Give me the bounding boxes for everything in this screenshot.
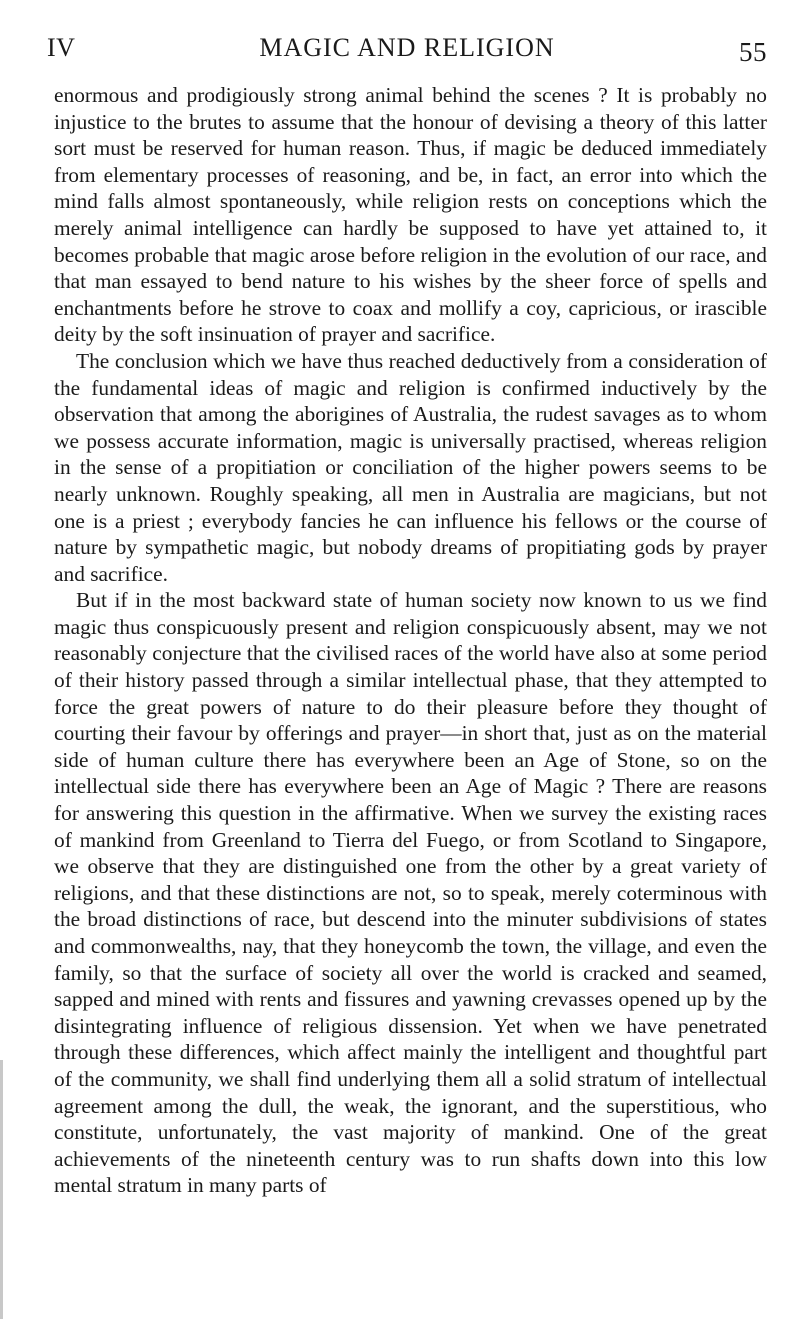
paragraph-conclusion: The conclusion which we have thus reached deductively from a consideration of the fundamental ideas of magic and religion is confirmed inductively by the observation that among the aborigines of Australia, the rudest savages as to whom we possess accurate information, magic is universally practised, whereas religion in the sense of a propitiation or conciliation of the higher powers seems to be nearly unknown. Roughly speaking, all men in Australia are magicians, but not one is a priest ; everybody fancies he can influence his fellows or the course of nature by sympathetic magic, but nobody dreams of propitiating gods by prayer and sacrifice.	[54, 348, 767, 586]
paragraph-age-of-magic: But if in the most backward state of human society now known to us we find magic thus conspicuously present and religion conspicuously absent, may we not reasonably conjecture that the civilised races of the world have also at some period of their history passed through a similar intellectual phase, that they attempted to force the great powers of nature to do their pleasure before they thought of courting their favour by offerings and prayer—in short that, just as on the material side of human culture there has everywhere been an Age of Stone, so on the intellectual side there has everywhere been an Age of Magic ? There are reasons for answering this question in the affirmative. When we survey the existing races of mankind from Greenland to Tierra del Fuego, or from Scotland to Singapore, we observe that they are distinguished one from the other by a great variety of religions, and that these distinctions are not, so to speak, merely coterminous with the broad distinctions of race, but descend into the minuter subdivisions of states and commonwealths, nay, that they honeycomb the town, the village, and even the family, so that the surface of society all over the world is cracked and seamed, sapped and mined with rents and fissures and yawning crevasses opened up by the disintegrating influence of religious dissension. Yet when we have penetrated through these differences, which affect mainly the intelligent and thoughtful part of the community, we shall find underlying them all a solid stratum of intellectual agreement among the dull, the weak, the ignorant, and the superstitious, who constitute, unfortunately, the vast majority of mankind. One of the great achievements of the nineteenth century was to run shafts down into this low mental stratum in many parts of	[54, 588, 767, 1198]
running-header	[47, 33, 767, 69]
body-text	[54, 82, 767, 1199]
paragraph-continued: enormous and prodigiously strong animal behind the scenes ? It is probably no injustice to the brutes to assume that the honour of devising a theory of this latter sort must be reserved for human reason. Thus, if magic be deduced immediately from elementary processes of reasoning, and be, in fact, an error into which the mind falls almost spontaneously, while religion rests on conceptions which the merely animal intelligence can hardly be supposed to have yet attained to, it becomes probable that magic arose before religion in the evolution of our race, and that man essayed to bend nature to his wishes by the sheer force of spells and enchantments before he strove to coax and mollify a coy, capricious, or irascible deity by the soft insinuation of prayer and sacrifice.	[54, 83, 767, 347]
chapter-number: IV	[47, 33, 76, 62]
chapter-title: MAGIC AND RELIGION	[259, 33, 555, 62]
page-edge-shadow	[0, 1060, 3, 1319]
page-number: 55	[739, 37, 767, 67]
